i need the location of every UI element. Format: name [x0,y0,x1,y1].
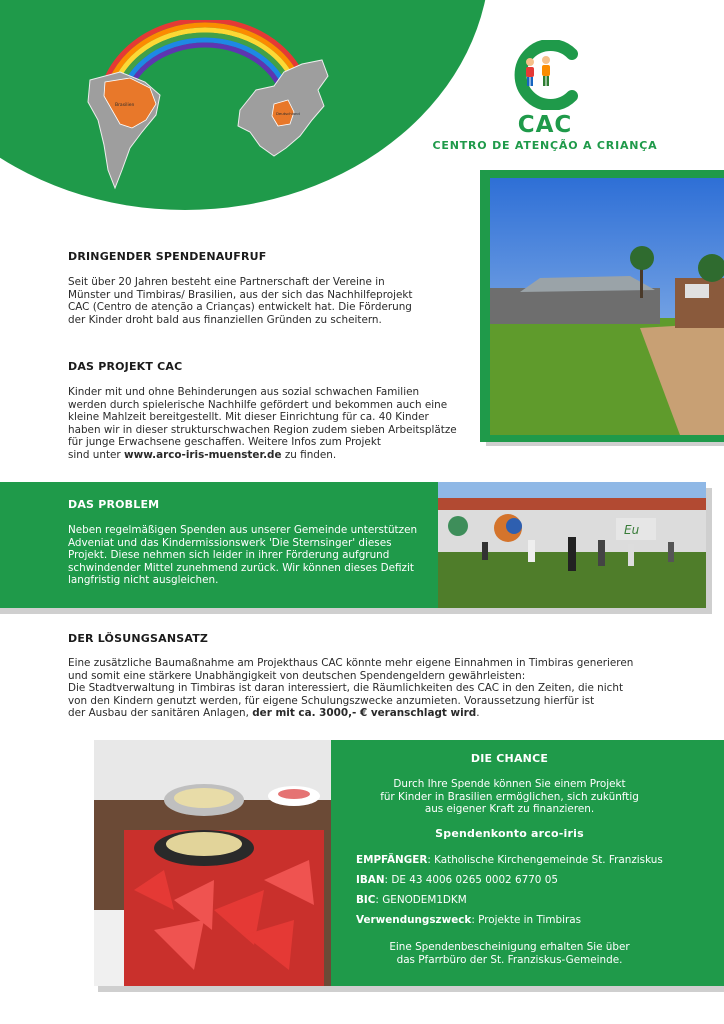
receipt-line: das Pfarrbüro der St. Franziskus-Gemeinde. [396,953,623,966]
project-text [68,386,478,461]
appeal-line: der Kinder droht bald aus finanziellen Gründen zu scheitern. [68,313,382,326]
chance-line: Durch Ihre Spende können Sie einem Projekt [393,778,626,790]
problem-line: Projekt. Diese nehmen sich leider in ihrer Förderung aufgrund [68,549,390,561]
purpose-label: Verwendungszweck [356,914,472,926]
chance-heading: DIE CHANCE [470,752,549,765]
purpose-value: : Projekte in Timbiras [471,914,582,926]
solution-line: Die Stadtverwaltung in Timbiras ist daran interessiert, die Räumlichkeiten des CAC in den Zeiten, die nicht [68,682,624,694]
food-photo [94,740,331,986]
account-heading: Spendenkonto arco-iris [435,827,584,840]
logo-short-title: CAC [517,112,573,138]
recipient-row [356,850,706,870]
logo-full-title: CENTRO DE ATENÇÃO A CRIANÇA [432,139,658,152]
project-line: Kinder mit und ohne Behinderungen aus sozial schwachen Familien [68,386,420,398]
recipient-label: EMPFÄNGER [356,854,428,866]
wall-text: Eu [624,523,640,537]
solution-last-line [68,707,688,720]
solution-line: Eine zusätzliche Baumaßnahme am Projekthaus CAC könnte mehr eigene Einnahmen in Timbiras generieren [68,657,634,669]
problem-line: Adveniat und das Kindermissionswerk 'Die Sternsinger' dieses [68,536,392,549]
problem-line: langfristig nicht ausgleichen. [68,574,219,586]
solution-line: von den Kindern genutzt werden, für eigene Schulungszwecke anzumieten. Voraussetzung hierfür ist [68,694,595,707]
brazil-label: Brasilien [115,103,135,108]
appeal-text [68,276,468,326]
problem-text [68,524,440,587]
courtyard-photo [490,178,724,435]
project-link-prefix: sind unter [68,448,124,461]
iban-row [356,870,706,890]
project-link-suffix: zu finden. [281,448,337,461]
cac-logo [500,40,600,110]
rainbow-map-illustration [60,20,350,195]
chance-text [331,778,688,816]
problem-line: schwindender Mittel zunehmend zurück. Wir können dieses Defizit [68,561,414,574]
solution-last-prefix: der Ausbau der sanitären Anlagen, [68,707,253,719]
project-heading: DAS PROJEKT CAC [68,360,183,373]
iban-label: IBAN [356,874,385,886]
appeal-heading: DRINGENDER SPENDENAUFRUF [68,250,267,263]
bic-value: : GENODEM1DKM [375,894,467,906]
problem-line: Neben regelmäßigen Spenden aus unserer Gemeinde unterstützen [68,524,418,536]
receipt-line: Eine Spendenbescheinigung erhalten Sie über [389,941,630,953]
project-line: für junge Erwachsene geschaffen. Weitere Infos zum Projekt [68,436,381,448]
bic-row [356,890,706,910]
account-details [356,850,706,930]
purpose-row [356,910,706,930]
project-line: kleine Mahlzeit bereitgestellt. Mit dieser Einrichtung für ca. 40 Kinder [68,411,429,423]
appeal-line: CAC (Centro de atenção a Crianças) entwickelt hat. Die Förderung [68,301,412,313]
appeal-line: Seit über 20 Jahren besteht eine Partnerschaft der Vereine in [68,276,385,288]
problem-heading: DAS PROBLEM [68,498,160,511]
solution-line: und somit eine stärkere Unabhängigkeit von deutschen Spendengeldern gewährleisten: [68,669,526,682]
project-line: werden durch spielerische Nachhilfe gefördert und bekommen auch eine [68,398,448,411]
project-line: haben wir in dieser strukturschwachen Region zudem sieben Arbeitsplätze [68,423,457,436]
chance-line: für Kinder in Brasilien ermöglichen, sich zukünftig [380,790,639,803]
project-link-line [68,449,478,462]
children-playing-photo [438,482,706,608]
chance-line: aus eigener Kraft zu finanzieren. [424,803,595,815]
receipt-note [331,941,688,966]
recipient-value: : Katholische Kirchengemeinde St. Franziskus [427,854,663,866]
iban-value: : DE 43 4006 0265 0002 6770 05 [384,874,558,886]
germany-label: Deutschland [276,111,300,116]
solution-cost-highlight: der mit ca. 3000,- € veranschlagt wird [252,707,477,719]
appeal-line: Münster und Timbiras/ Brasilien, aus der sich das Nachhilfeprojekt [68,288,413,301]
solution-heading: DER LÖSUNGSANSATZ [68,632,209,645]
solution-last-suffix: . [476,707,480,719]
project-website-link[interactable]: www.arco-iris-muenster.de [124,448,282,461]
bic-label: BIC [356,894,376,906]
solution-text [68,657,688,720]
